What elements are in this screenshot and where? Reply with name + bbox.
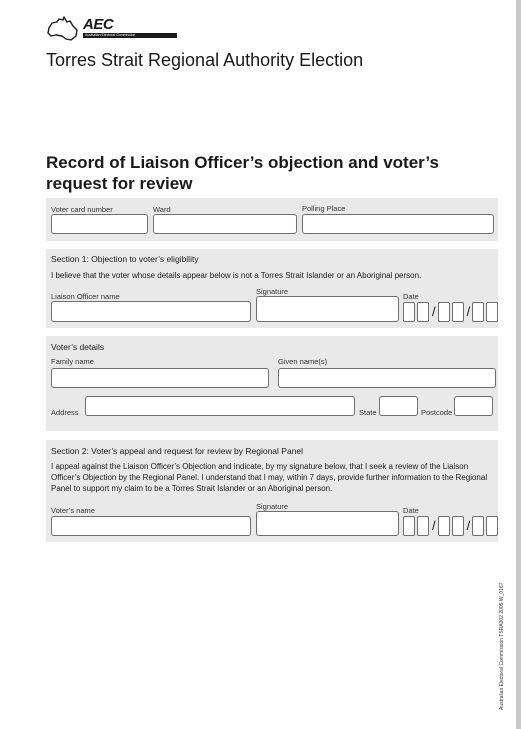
voter-card-number-field[interactable]: [51, 214, 148, 234]
section2-signature-field[interactable]: [256, 511, 399, 536]
voter-details-heading: Voter’s details: [51, 342, 105, 352]
ward-field[interactable]: [153, 214, 297, 234]
voters-name-field[interactable]: [51, 516, 251, 536]
family-name-label: Family name: [51, 357, 94, 366]
section1-signature-field[interactable]: [256, 296, 399, 322]
voter-card-number-label: Voter card number: [51, 205, 113, 214]
date-separator: /: [466, 304, 471, 319]
section2-panel: [46, 440, 498, 542]
given-names-field[interactable]: [278, 368, 496, 388]
date-digit-box[interactable]: [403, 516, 415, 536]
section2-statement: I appeal against the Liaison Officer’s Objection and indicate, by my signature below, that I seek a review of the Liaison Officer’s Objection by the Regional Panel. I understand that I may, within 7 days, provide further information to the Regional Panel to support my claim to be a Torres Strait Islander or an Aboriginal person.: [51, 462, 488, 493]
date-digit-box[interactable]: [417, 516, 429, 536]
section1-panel: [46, 249, 498, 328]
polling-place-field[interactable]: [302, 214, 494, 234]
logo-subtext: Australian Electoral Commission: [83, 33, 177, 38]
date-digit-box[interactable]: [472, 516, 484, 536]
date-digit-box[interactable]: [438, 516, 450, 536]
form-title: Record of Liaison Officer’s objection and voter’s request for review: [46, 153, 439, 193]
given-names-label: Given name(s): [278, 357, 328, 366]
top-fields-panel: [46, 198, 498, 241]
state-field[interactable]: [379, 396, 418, 416]
section1-heading: Section 1: Objection to voter’s eligibility: [51, 254, 199, 264]
section1-statement: I believe that the voter whose details appear below is not a Torres Strait Islander or an Aboriginal person.: [51, 271, 422, 280]
section1-date-label: Date: [403, 292, 419, 301]
header-title: Torres Strait Regional Authority Election: [46, 50, 364, 70]
address-field[interactable]: [85, 396, 355, 416]
date-separator: /: [432, 304, 436, 319]
date-digit-box[interactable]: [452, 302, 464, 322]
polling-place-label: Polling Place: [302, 204, 346, 213]
date-digit-box[interactable]: [438, 302, 450, 322]
form-code-footer: Australian Electoral Commission TSRA002 2005 W_0167: [499, 582, 505, 710]
section1-signature-label: Signature: [256, 287, 289, 296]
section2-date-label: Date: [403, 506, 419, 515]
aec-logo: [46, 16, 186, 42]
date-digit-box[interactable]: [486, 516, 498, 536]
date-separator: /: [466, 518, 471, 533]
address-label: Address: [51, 408, 79, 417]
section2-signature-label: Signature: [256, 502, 289, 511]
voter-details-panel: [46, 336, 498, 431]
date-digit-box[interactable]: [452, 516, 464, 536]
liaison-officer-name-label: Liaison Officer name: [51, 292, 120, 301]
liaison-officer-name-field[interactable]: [51, 301, 251, 322]
logo-text: AEC: [83, 16, 114, 33]
page-edge-strip: [516, 0, 521, 729]
family-name-field[interactable]: [51, 368, 269, 388]
voters-name-label: Voter’s name: [51, 506, 95, 515]
date-digit-box[interactable]: [417, 302, 429, 322]
section2-heading: Section 2: Voter’s appeal and request for review by Regional Panel: [51, 446, 304, 456]
section1-date-field[interactable]: [403, 302, 500, 322]
date-digit-box[interactable]: [472, 302, 484, 322]
ward-label: Ward: [153, 205, 171, 214]
date-separator: /: [432, 518, 436, 533]
date-digit-box[interactable]: [403, 302, 415, 322]
australia-map-icon: [46, 16, 80, 42]
postcode-field[interactable]: [454, 396, 493, 416]
date-digit-box[interactable]: [486, 302, 498, 322]
section2-date-field[interactable]: [403, 516, 500, 536]
state-label: State: [359, 408, 377, 417]
postcode-label: Postcode: [421, 408, 453, 417]
